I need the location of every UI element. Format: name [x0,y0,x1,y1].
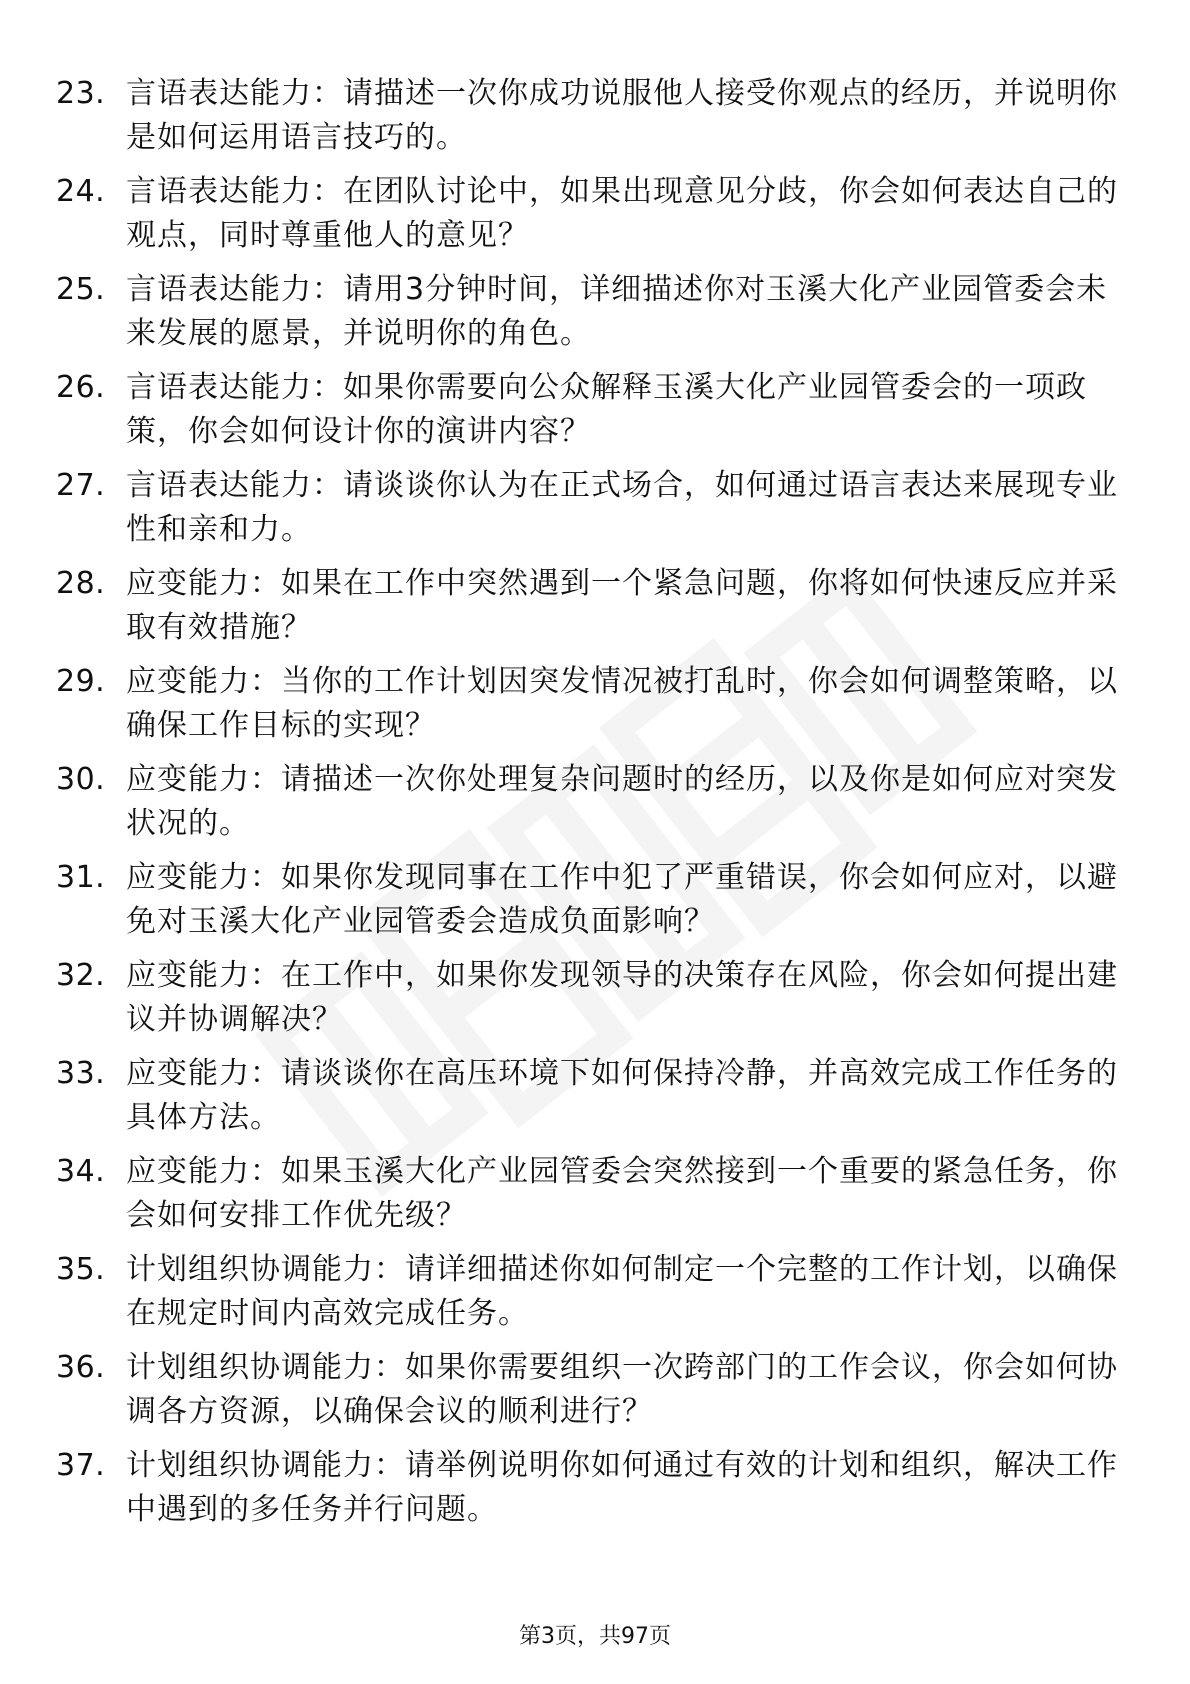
question-number: 34. [56,1154,106,1189]
question-item [0,1444,1190,1542]
question-list [0,72,1190,1542]
question-item [0,758,1190,856]
question-text: 言语表达能力：在团队讨论中，如果出现意见分歧，你会如何表达自己的观点，同时尊重他人的意见？ [126,174,1118,253]
question-item [0,1150,1190,1248]
question-number: 29. [56,664,106,699]
question-text: 应变能力：请谈谈你在高压环境下如何保持冷静，并高效完成工作任务的具体方法。 [126,1056,1118,1135]
question-number: 30. [56,762,106,797]
question-number: 36. [56,1350,106,1385]
question-item [0,660,1190,758]
question-number: 26. [56,370,106,405]
page-footer [0,1622,1190,1652]
question-number: 25. [56,272,106,307]
question-number: 33. [56,1056,106,1091]
question-number: 32. [56,958,106,993]
question-item [0,464,1190,562]
question-item [0,366,1190,464]
question-text: 应变能力：如果在工作中突然遇到一个紧急问题，你将如何快速反应并采取有效措施？ [126,566,1118,645]
question-text: 应变能力：请描述一次你处理复杂问题时的经历，以及你是如何应对突发状况的。 [126,762,1118,841]
question-text: 应变能力：如果玉溪大化产业园管委会突然接到一个重要的紧急任务，你会如何安排工作优先级？ [126,1154,1118,1233]
question-item [0,1052,1190,1150]
question-text: 计划组织协调能力：请详细描述你如何制定一个完整的工作计划，以确保在规定时间内高效完成任务。 [126,1252,1118,1331]
question-item [0,856,1190,954]
question-item [0,562,1190,660]
question-item [0,1346,1190,1444]
question-text: 计划组织协调能力：如果你需要组织一次跨部门的工作会议，你会如何协调各方资源，以确保会议的顺利进行？ [126,1350,1118,1429]
question-number: 37. [56,1448,106,1483]
question-number: 35. [56,1252,106,1287]
question-text: 言语表达能力：请谈谈你认为在正式场合，如何通过语言表达来展现专业性和亲和力。 [126,468,1118,547]
question-text: 言语表达能力：如果你需要向公众解释玉溪大化产业园管委会的一项政策，你会如何设计你的演讲内容？ [126,370,1087,449]
question-text: 应变能力：如果你发现同事在工作中犯了严重错误，你会如何应对，以避免对玉溪大化产业园管委会造成负面影响？ [126,860,1118,939]
question-item [0,72,1190,170]
question-text: 应变能力：在工作中，如果你发现领导的决策存在风险，你会如何提出建议并协调解决？ [126,958,1118,1037]
question-text: 言语表达能力：请用3分钟时间，详细描述你对玉溪大化产业园管委会未来发展的愿景，并说明你的角色。 [126,272,1108,351]
page-number-label: 第3页，共97页 [519,1624,671,1649]
question-number: 23. [56,76,106,111]
question-item [0,954,1190,1052]
question-number: 27. [56,468,106,503]
question-number: 28. [56,566,106,601]
question-item [0,268,1190,366]
question-text: 计划组织协调能力：请举例说明你如何通过有效的计划和组织，解决工作中遇到的多任务并行问题。 [126,1448,1118,1527]
question-item [0,170,1190,268]
question-number: 24. [56,174,106,209]
question-number: 31. [56,860,106,895]
question-text: 言语表达能力：请描述一次你成功说服他人接受你观点的经历，并说明你是如何运用语言技巧的。 [126,76,1118,155]
question-item [0,1248,1190,1346]
question-text: 应变能力：当你的工作计划因突发情况被打乱时，你会如何调整策略，以确保工作目标的实现？ [126,664,1118,743]
